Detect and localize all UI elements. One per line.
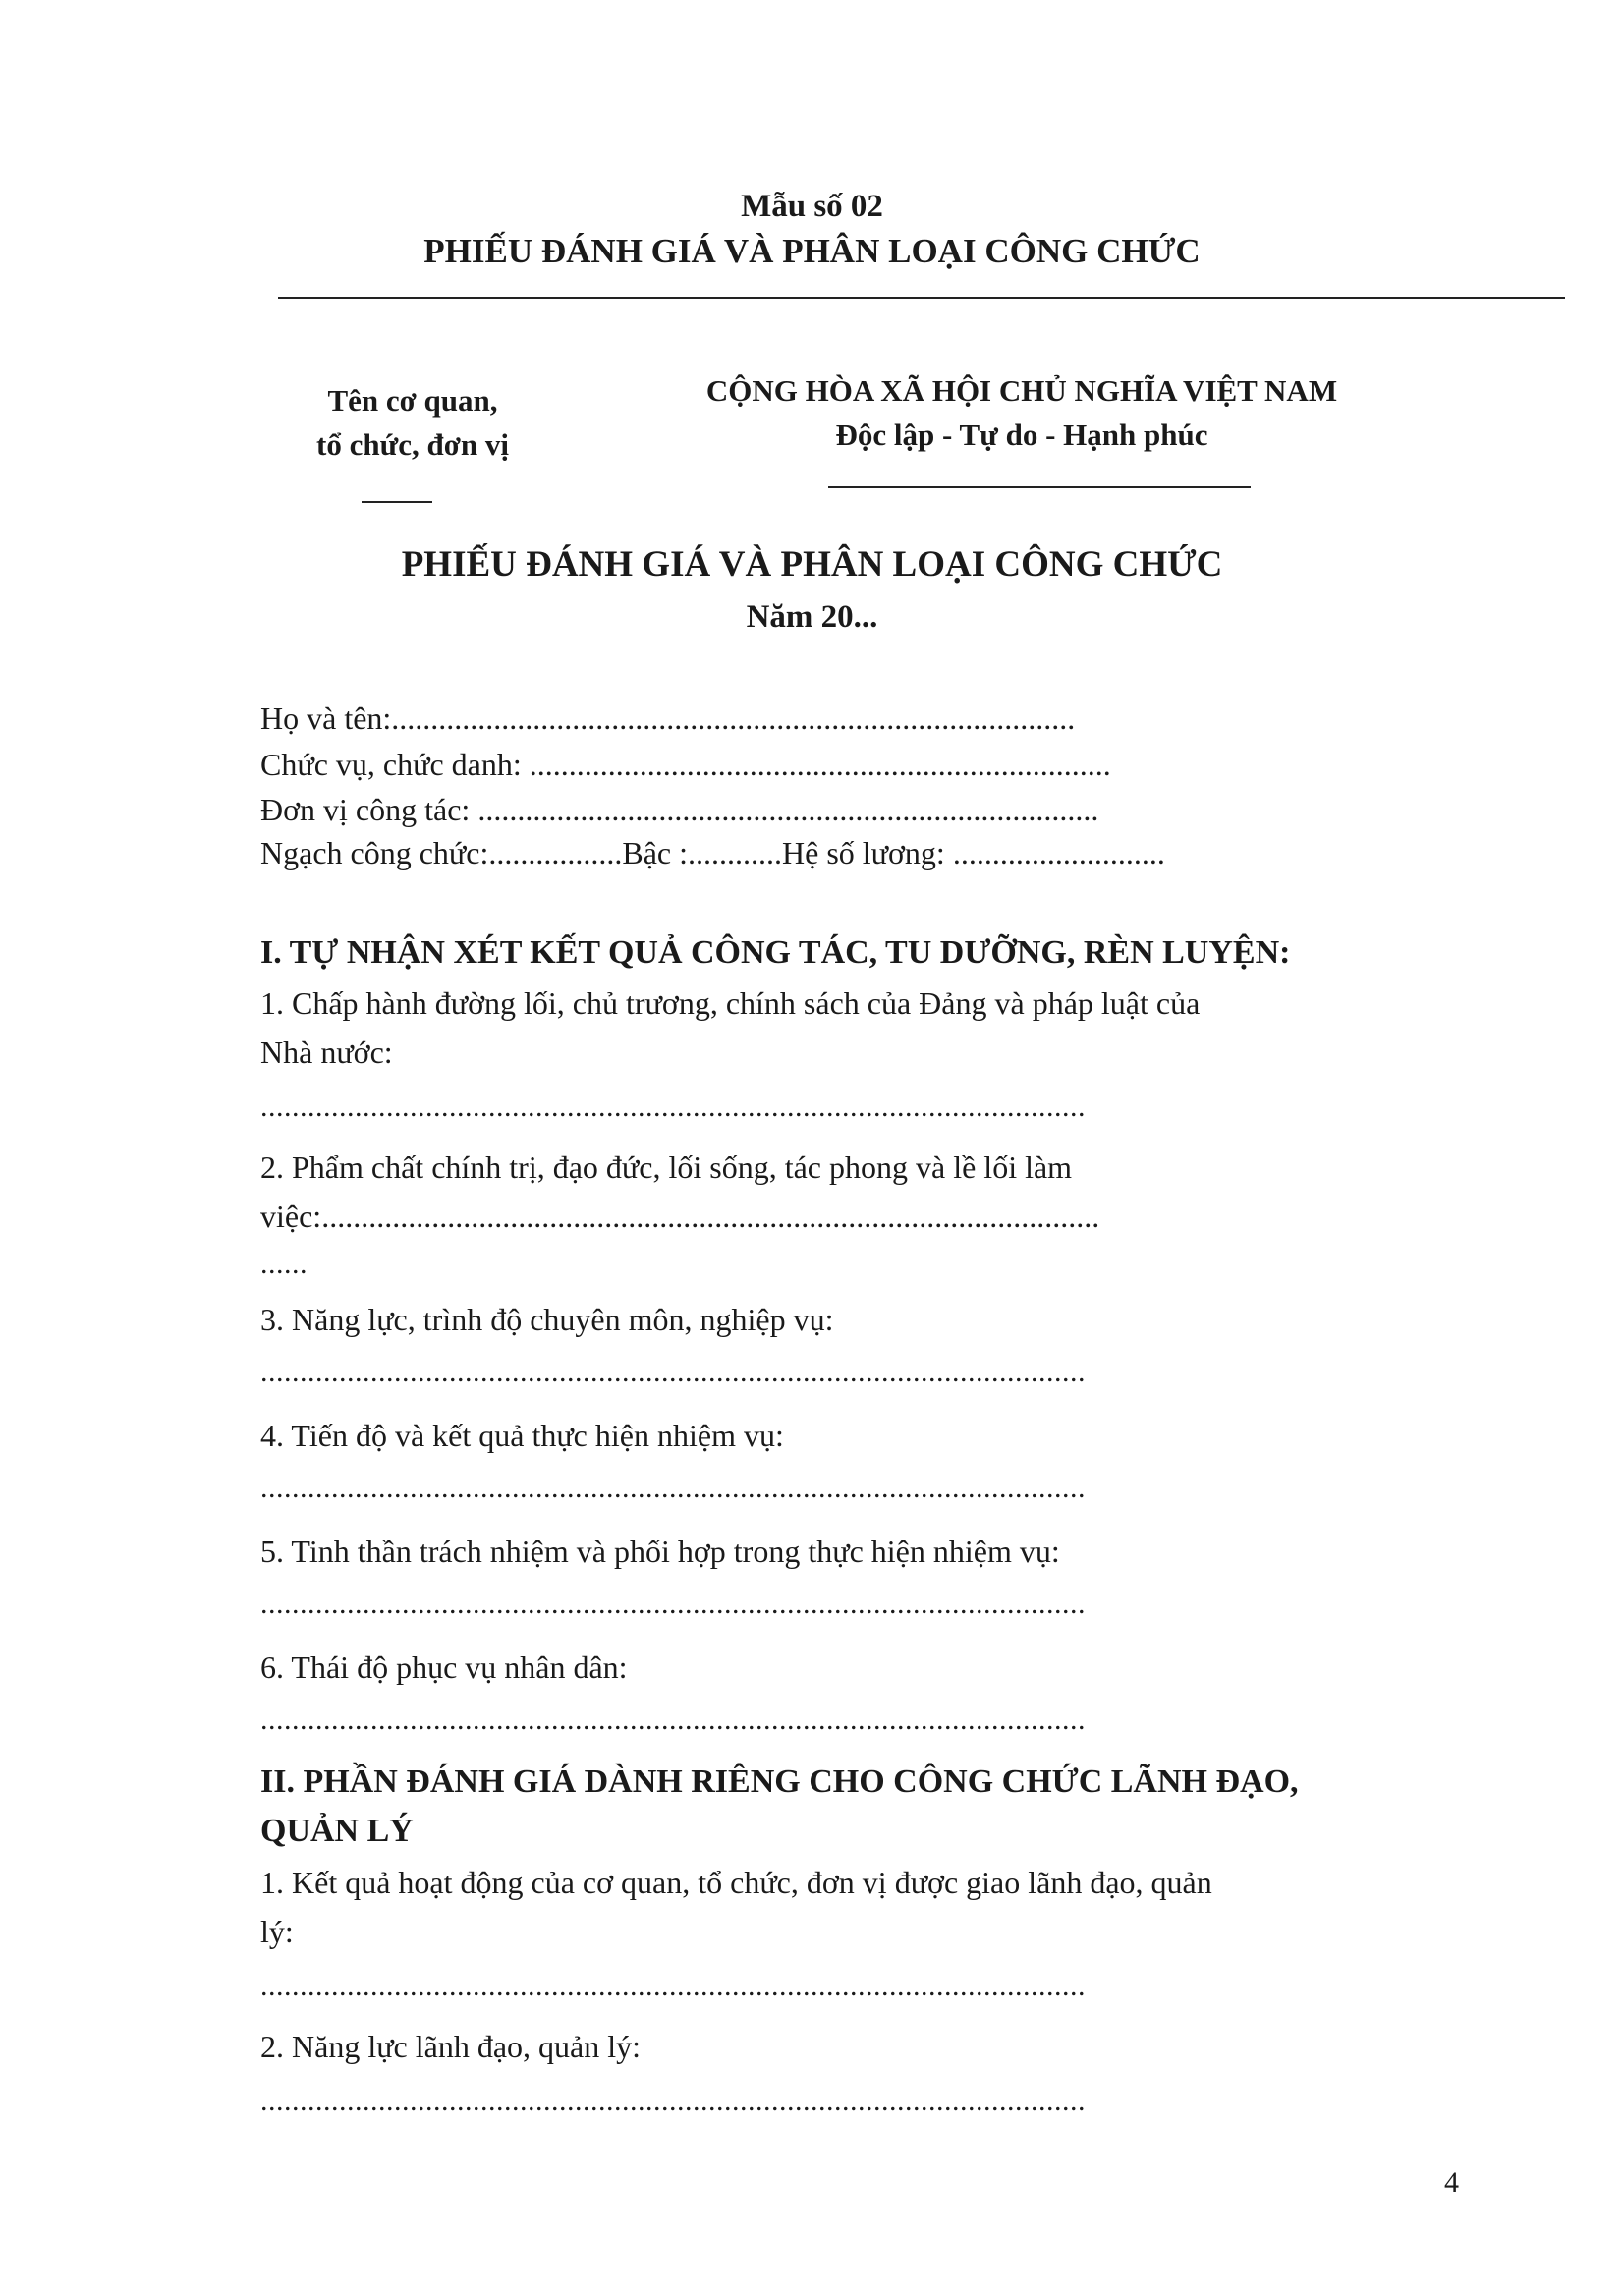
section1-item4: 4. Tiến độ và kết quả thực hiện nhiệm vụ: [260, 1418, 784, 1453]
section1-title: I. TỰ NHẬN XÉT KẾT QUẢ CÔNG TÁC, TU DƯỠNG, RÈN LUYỆN: [260, 934, 1291, 971]
position-field: Chức vụ, chức danh: .......................................................................... [260, 747, 1111, 782]
section2-item2-answer-line: ......................................................................................................... [260, 2085, 1086, 2117]
form-heading: PHIẾU ĐÁNH GIÁ VÀ PHÂN LOẠI CÔNG CHỨC [423, 232, 1201, 270]
organization-name-line1: Tên cơ quan, [327, 383, 498, 418]
section1-item6-answer-line: ......................................................................................................... [260, 1704, 1086, 1736]
section2-item1-line1: 1. Kết quả hoạt động của cơ quan, tổ chức, đơn vị được giao lãnh đạo, quản [260, 1865, 1212, 1900]
section2-title-line1: II. PHẦN ĐÁNH GIÁ DÀNH RIÊNG CHO CÔNG CHỨC LÃNH ĐẠO, [260, 1764, 1299, 1800]
section1-item1-answer-line: ......................................................................................................... [260, 1091, 1086, 1123]
section1-item1-line2: Nhà nước: [260, 1035, 393, 1070]
section1-item2-line1: 2. Phẩm chất chính trị, đạo đức, lối sống, tác phong và lề lối làm [260, 1149, 1073, 1185]
national-motto: Độc lập - Tự do - Hạnh phúc [835, 418, 1208, 452]
top-divider [278, 297, 1565, 299]
rank-grade-salary-field: Ngạch công chức:.................Bậc :............Hệ số lương: ........................... [260, 835, 1165, 870]
section1-item3: 3. Năng lực, trình độ chuyên môn, nghiệp vụ: [260, 1302, 834, 1337]
section1-item3-answer-line: ......................................................................................................... [260, 1356, 1086, 1388]
document-year: Năm 20... [746, 599, 878, 635]
section1-item2-answer-line: ...... [260, 1248, 308, 1280]
section1-item4-answer-line: ......................................................................................................... [260, 1472, 1086, 1504]
section1-item5: 5. Tinh thần trách nhiệm và phối hợp trong thực hiện nhiệm vụ: [260, 1534, 1060, 1569]
full-name-field: Họ và tên:....................................................................................... [260, 700, 1076, 736]
national-title: CỘNG HÒA XÃ HỘI CHỦ NGHĨA VIỆT NAM [705, 373, 1338, 408]
section2-title-line2: QUẢN LÝ [260, 1813, 414, 1849]
motto-underline [828, 486, 1251, 488]
form-number: Mẫu số 02 [741, 189, 883, 224]
document-title: PHIẾU ĐÁNH GIÁ VÀ PHÂN LOẠI CÔNG CHỨC [401, 544, 1223, 585]
section1-item2-line2: việc:................................................................................................... [260, 1199, 1100, 1234]
section2-item2: 2. Năng lực lãnh đạo, quản lý: [260, 2029, 642, 2064]
work-unit-field: Đơn vị công tác: ............................................................................... [260, 792, 1099, 827]
organization-name-line2: tổ chức, đơn vị [316, 427, 509, 462]
section1-item6: 6. Thái độ phục vụ nhân dân: [260, 1650, 628, 1685]
section2-item1-answer-line: ......................................................................................................... [260, 1970, 1086, 2002]
organization-underline [362, 501, 432, 503]
section2-item1-line2: lý: [260, 1914, 294, 1949]
page-number: 4 [1444, 2166, 1459, 2199]
section1-item1-line1: 1. Chấp hành đường lối, chủ trương, chính sách của Đảng và pháp luật của [260, 985, 1201, 1021]
section1-item5-answer-line: ......................................................................................................... [260, 1588, 1086, 1620]
